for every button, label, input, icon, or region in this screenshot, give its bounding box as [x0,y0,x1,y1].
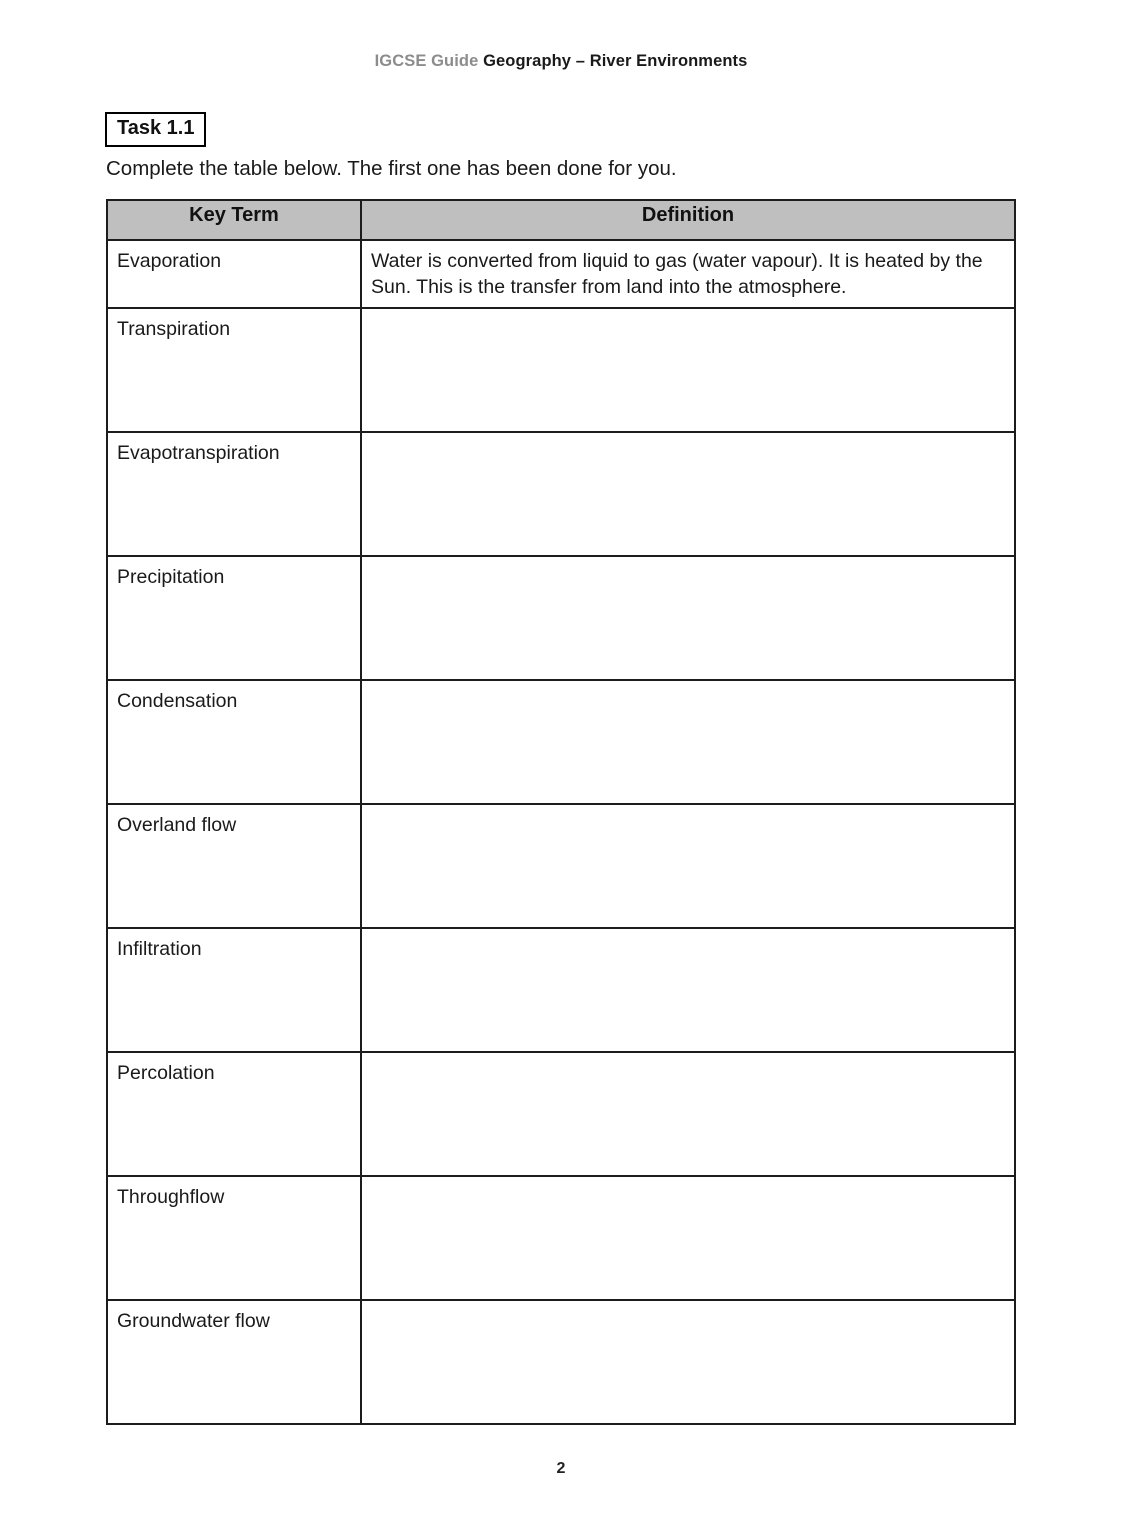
key-term-cell: Transpiration [107,308,361,432]
definition-cell-blank[interactable] [361,1300,1015,1424]
definition-cell-blank[interactable] [361,432,1015,556]
key-term-cell: Percolation [107,1052,361,1176]
table-row [107,1300,1015,1424]
table-row [107,928,1015,1052]
table-body [107,240,1015,1424]
definition-text: Water is converted from liquid to gas (water vapour). It is heated by the Sun. This is the transfer from land into the atmosphere. [371,250,983,298]
column-header-key-term: Key Term [107,200,361,240]
key-term-cell: Groundwater flow [107,1300,361,1424]
definition-cell-blank[interactable] [361,1052,1015,1176]
table-row [107,308,1015,432]
task-instruction: Complete the table below. The first one has been done for you. [106,157,677,180]
key-term-cell: Throughflow [107,1176,361,1300]
key-term-cell: Infiltration [107,928,361,1052]
page-number: 2 [556,1460,566,1477]
table-row [107,240,1015,308]
column-header-definition: Definition [361,200,1015,240]
table-row [107,1052,1015,1176]
table-row [107,432,1015,556]
definition-cell-blank[interactable] [361,1176,1015,1300]
table-row [107,556,1015,680]
definition-cell[interactable] [361,240,1015,308]
definition-cell-blank[interactable] [361,556,1015,680]
header-subject-title: Geography – River Environments [483,52,748,70]
definition-cell-blank[interactable] [361,928,1015,1052]
header-guide-label: IGCSE Guide [374,52,479,70]
key-term-cell: Condensation [107,680,361,804]
key-term-cell: Overland flow [107,804,361,928]
running-header [0,52,1122,71]
table-header-row [107,200,1015,240]
definition-cell-blank[interactable] [361,308,1015,432]
table-row [107,1176,1015,1300]
table-row [107,804,1015,928]
key-term-cell: Evapotranspiration [107,432,361,556]
definition-cell-blank[interactable] [361,680,1015,804]
table-row [107,680,1015,804]
key-terms-table [106,199,1016,1425]
definition-cell-blank[interactable] [361,804,1015,928]
key-term-cell: Evaporation [107,240,361,308]
key-term-cell: Precipitation [107,556,361,680]
task-badge: Task 1.1 [105,112,206,147]
table-header [107,200,1015,240]
